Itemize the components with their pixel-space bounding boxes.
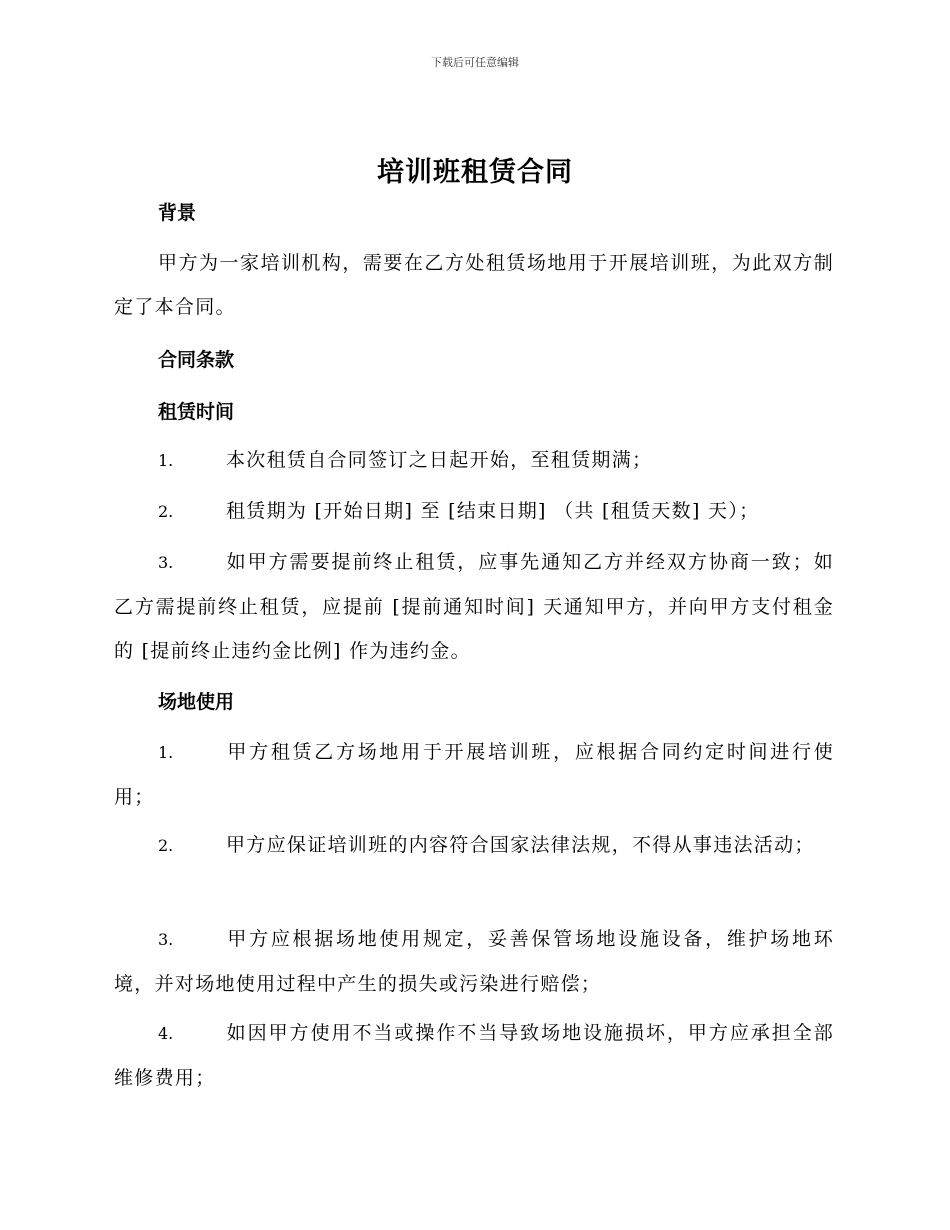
list-item-number: 2. — [158, 502, 174, 521]
list-item-text: 如因甲方使用不当或操作不当导致场地设施损坏，甲方应承担全部维修费用； — [114, 1022, 834, 1089]
list-item-number: 3. — [158, 553, 174, 572]
list-item — [114, 1011, 834, 1100]
section-heading-background: 背景 — [158, 202, 197, 224]
list-item — [114, 917, 834, 1006]
background-paragraph: 甲方为一家培训机构，需要在乙方处租赁场地用于开展培训班，为此双方制定了本合同。 — [114, 252, 834, 318]
list-item — [114, 489, 834, 534]
list-item-text: 如甲方需要提前终止租赁，应事先通知乙方并经双方协商一致；如乙方需提前终止租赁，应提前 [提前通知时间] 天通知甲方，并向甲方支付租金的 [提前终止违约金比例] 作为违约金。 — [114, 551, 834, 662]
list-item-text: 甲方应保证培训班的内容符合国家法律法规，不得从事违法活动； — [226, 834, 815, 856]
list-item — [114, 540, 834, 673]
list-item-number: 1. — [158, 743, 174, 762]
list-item-number: 4. — [158, 1024, 174, 1043]
list-item-text: 租赁期为 [开始日期] 至 [结束日期] （共 [租赁天数] 天）； — [226, 500, 760, 522]
document-title: 培训班租赁合同 — [377, 157, 573, 188]
list-item — [114, 438, 834, 483]
section-heading-rental-period: 租赁时间 — [158, 401, 235, 423]
list-item-number: 1. — [158, 451, 174, 470]
list-item — [114, 730, 834, 819]
list-item-text: 甲方租赁乙方场地用于开展培训班，应根据合同约定时间进行使用； — [114, 741, 834, 808]
section-heading-venue-use: 场地使用 — [158, 691, 235, 713]
page-header-note: 下载后可任意编辑 — [431, 56, 519, 69]
list-item-text: 甲方应根据场地使用规定，妥善保管场地设施设备，维护场地环境，并对场地使用过程中产生的损失或污染进行赔偿； — [114, 928, 834, 995]
list-item-number: 3. — [158, 930, 174, 949]
list-item-text: 本次租赁自合同签订之日起开始，至租赁期满； — [226, 449, 653, 471]
section-heading-terms: 合同条款 — [158, 349, 235, 371]
list-item — [114, 823, 834, 868]
list-item-number: 2. — [158, 836, 174, 855]
